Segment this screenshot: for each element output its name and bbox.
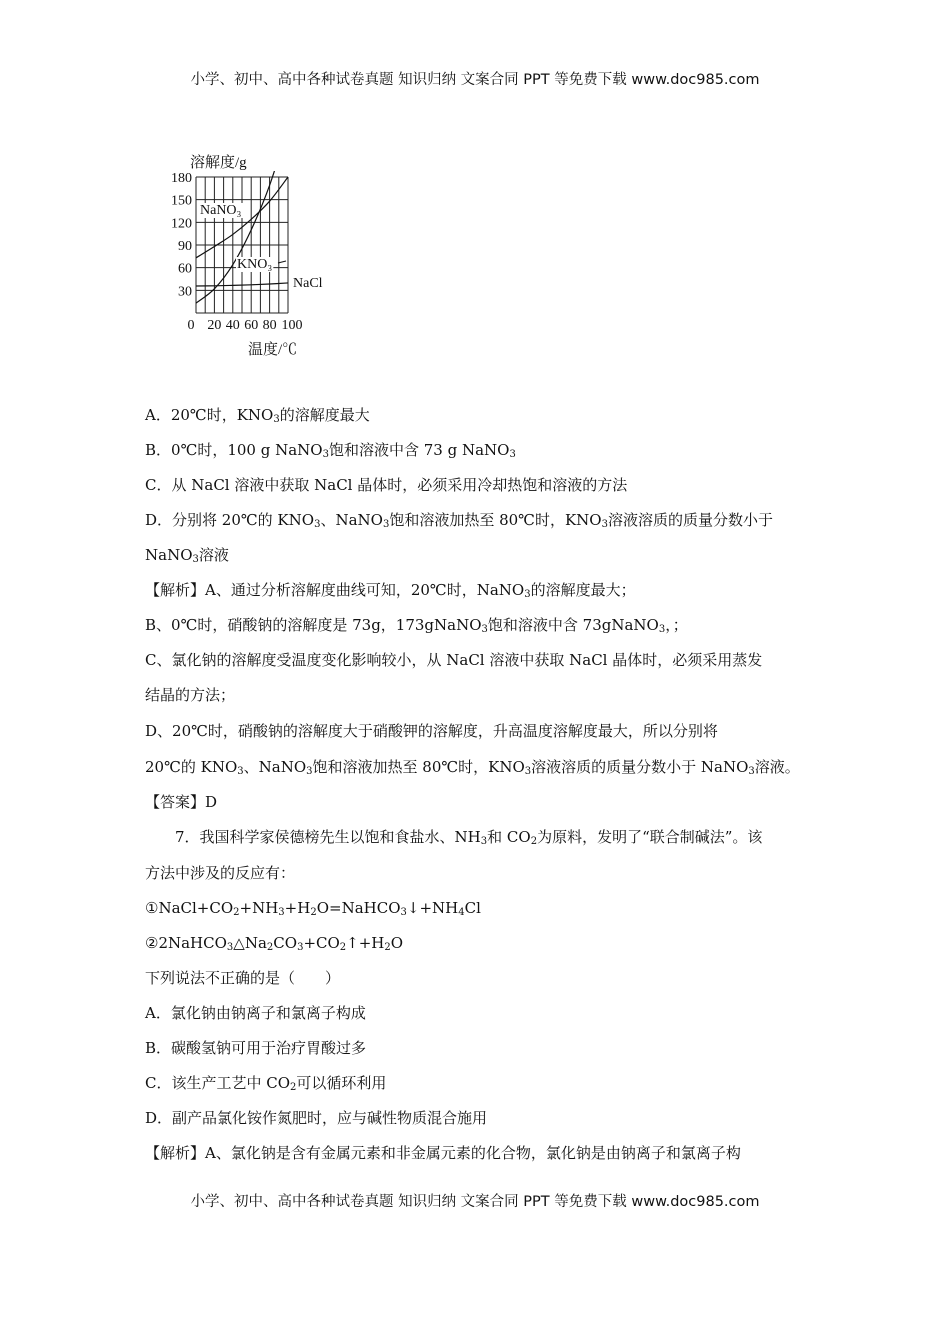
q7-stem: 7．我国科学家侯德榜先生以饱和食盐水、$NH_3$和 $CO_2$为原料，发明了“联合制碱法”。该 <box>175 828 763 847</box>
q7-stem-cont: 方法中涉及的反应有： <box>145 864 296 882</box>
x-tick-label: 40 <box>225 318 240 333</box>
q6-analysis-d-cont: 20℃的 $KNO_3$、NaNO$_3$饱和溶液加热至 80℃时，$KNO_3$溶液溶质的质量分数小于 NaNO$_3$溶液。 <box>145 758 800 777</box>
series-label-kno3: KNO₃ <box>237 257 273 272</box>
y-tick-label: 120 <box>171 216 192 232</box>
q6-analysis-a: 【解析】A、通过分析溶解度曲线可知，20℃时，NaNO$_3$的溶解度最大； <box>145 581 636 600</box>
q6-answer: 【答案】D <box>145 793 218 811</box>
q6-analysis-c: C、氯化钠的溶解度受温度变化影响较小，从 NaCl 溶液中获取 NaCl 晶体时，必须采用蒸发 <box>145 651 763 669</box>
page-footer: 小学、初中、高中各种试卷真题 知识归纳 文案合同 PPT 等免费下载 www.doc985.com <box>190 1194 760 1210</box>
x-tick-label: 20 <box>207 318 222 333</box>
y-tick-label: 90 <box>178 239 192 254</box>
y-tick-label: 30 <box>178 284 192 300</box>
q6-analysis-b: B、0℃时，硝酸钠的溶解度是 73g，173gNaNO$_3$饱和溶液中含 73gNaNO$_3$，； <box>145 616 688 635</box>
q6-option-d: D．分别将 20℃的 $KNO_3$、NaNO$_3$饱和溶液加热至 80℃时，$KNO_3$溶液溶质的质量分数小于 <box>145 511 773 530</box>
q7-option-b: B．碳酸氢钠可用于治疗胃酸过多 <box>145 1039 367 1057</box>
q6-analysis-d: D、20℃时，硝酸钠的溶解度大于硝酸钾的溶解度，升高温度溶解度最大，所以分别将 <box>145 722 718 740</box>
q7-option-a: A．氯化钠由钠离子和氯离子构成 <box>145 1004 366 1022</box>
y-tick-label: 150 <box>171 193 192 209</box>
solubility-chart-svg <box>160 148 350 363</box>
y-axis-title: 溶解度/g <box>190 155 247 171</box>
q6-option-c: C．从 NaCl 溶液中获取 NaCl 晶体时，必须采用冷却热饱和溶液的方法 <box>145 476 628 494</box>
q7-option-c: C．该生产工艺中 $CO_2$可以循环利用 <box>145 1074 387 1093</box>
q7-option-d: D．副产品氯化铵作氮肥时，应与碱性物质混合施用 <box>145 1109 488 1127</box>
series-label-nano3: NaNO₃ <box>200 203 242 218</box>
q6-option-a: A．20℃时，$KNO_3$的溶解度最大 <box>145 406 370 425</box>
series-label-nacl: NaCl <box>293 276 323 291</box>
y-tick-label: 60 <box>178 261 192 277</box>
x-tick-label: 0 <box>187 318 195 333</box>
q7-reaction-2: $②2NaHCO_3\triangle Na_2CO_3+CO_2↑+H_2O$ <box>145 934 404 953</box>
page-header: 小学、初中、高中各种试卷真题 知识归纳 文案合同 PPT 等免费下载 www.doc985.com <box>190 72 760 88</box>
q6-option-d-cont: NaNO$_3$溶液 <box>145 546 229 565</box>
x-tick-label: 60 <box>244 318 259 333</box>
solubility-chart <box>160 148 350 363</box>
x-tick-label: 80 <box>262 318 277 333</box>
x-axis-title: 温度/℃ <box>248 342 298 358</box>
q7-question: 下列说法不正确的是（ ） <box>145 969 341 987</box>
q6-option-b: B．0℃时，100 g NaNO$_3$饱和溶液中含 73 g NaNO$_3$ <box>145 441 516 460</box>
q7-analysis: 【解析】A、氯化钠是含有金属元素和非金属元素的化合物，氯化钠是由钠离子和氯离子构 <box>145 1144 741 1162</box>
q7-reaction-1: $①NaCl+CO_2+NH_3+H_2O=NaHCO_3↓+NH_4Cl$ <box>145 899 481 918</box>
x-tick-label: 100 <box>281 318 303 333</box>
q6-analysis-c-cont: 结晶的方法； <box>145 686 236 704</box>
y-tick-label: 180 <box>171 171 192 186</box>
